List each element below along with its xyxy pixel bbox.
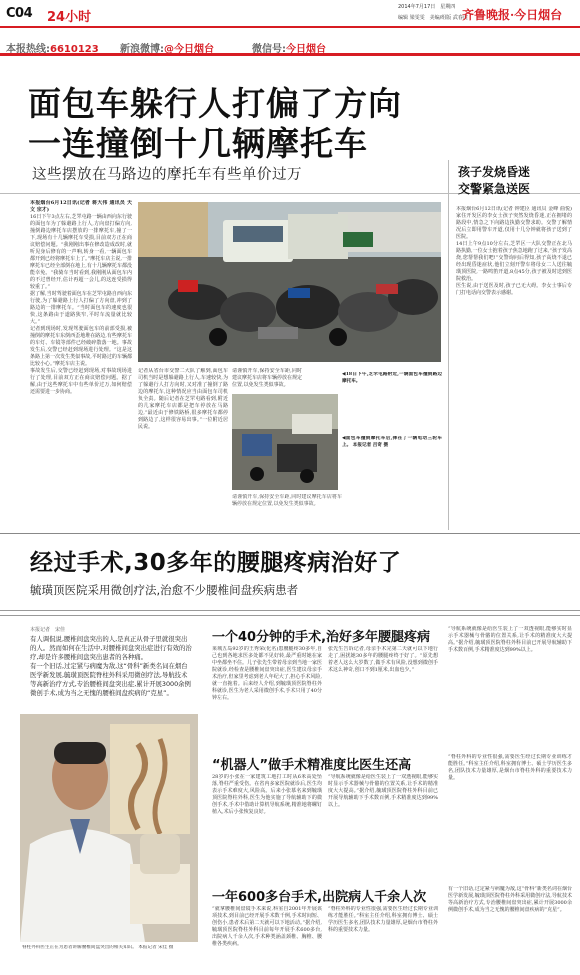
section-3-column-1: [212, 906, 322, 972]
wechat: [252, 40, 326, 55]
wechat-value: 今日烟台: [286, 44, 326, 55]
story2-intro-paragraph-1: 有人调侃说,腰椎间盘突出的人,是真正从骨子里就很突出的人。然而如何在生活中,对腰椎间盘突出症进行有效的治疗,却是许多腰椎间盘突出患者的各种痛。: [30, 635, 192, 661]
side-story-title-line-2: 交警紧急送医: [458, 182, 531, 196]
section-1-column-1: [212, 646, 322, 742]
story2-byline: 本报记者 宋佳: [30, 627, 66, 633]
story2-headline: 经过手术,30多年的腰腿疼病治好了: [30, 550, 402, 576]
side-story-paragraph-2: 14日上午9点10分左右,芝罘区一大队交警正在北马路执勤,一位女士抱着孩子焦急地跑了过来,“孩子发高烧,您帮帮我们吧!”交警询问后得知,孩子高烧不退已经出现昏迷症状,他们立刻开警车将母女二人送往毓璜顶医院,一路鸣笛开道,8点45分,孩子被及时送到医院救治。: [456, 241, 572, 282]
story1-paragraph-4: 事故发生后,交警已经赶到现场,对事故现场进行了处理,目前双方正在商议赔偿问题。据了解,由于这些摩托车中有些单价过万,如何赔偿还需要进一步协商。: [30, 368, 132, 395]
side-story-title-line-1: 孩子发烧昏迷: [458, 165, 531, 179]
under-inset-text: [232, 494, 342, 530]
section-name: 24小时: [47, 10, 92, 25]
motorcycles-photo: [232, 394, 338, 490]
section-1-title: 一个40分钟的手术,治好多年腰腿疼病: [212, 630, 431, 645]
masthead: [0, 0, 580, 28]
accident-photo: [138, 202, 441, 362]
issue-staff: 编辑 梁雯雯 美编/组版 武春虎: [398, 15, 468, 21]
headline-line-1: 面包车躲行人打偏了方向: [28, 84, 402, 123]
section-2-paragraph-2: “导航系统就像是给医生装上了一双透视眼,能够实时显示手术器械与骨骼的位置关系,让手术的精准度大大提高。”据介绍,毓璜顶医院脊柱外科目前已开展导航辅助下手术数百例,手术精准度达到99%以上。: [328, 774, 438, 808]
story1-column-2: [138, 368, 228, 530]
section-2-paragraph-3: “脊柱外科的专业性很强,需要医生经过长期专业训练才能胜任。”科室主任介绍,科室拥有博士、硕士学历医生多名,团队技术力量雄厚,是烟台市脊柱外科的重要技术力量。: [448, 754, 572, 781]
section-1-paragraph-3: “导航系统就像是给医生装上了一双透视眼,能够实时显示手术器械与骨骼的位置关系,让手术的精准度大大提高。”据介绍,毓璜顶医院脊柱外科目前已开展导航辅助下手术数百例,手术精准度达到99%以上。: [448, 626, 572, 653]
story1-paragraph-6: 请谨慎开车,保持安全车距,同时建议摩托车店将车辆停放在规定位置,以免发生类似事故。: [232, 368, 302, 388]
section-2-paragraph-1: 28岁的小张在一家建筑工地打工时从6米高处坠落,脊柱严重受伤。在省内多家医院就诊后,医生均表示手术难度大,风险高。后来小张慕名来到毓璜顶医院脊柱外科,医生为他实施了导航辅助下的微创手术,手术中借助计算机导航系统,精准地将螺钉植入,术后小张恢复良好。: [212, 774, 322, 815]
section-divider: [0, 533, 580, 534]
section-3-title: 一年600多台手术,出院病人千余人次: [212, 890, 427, 905]
issue-date: 2014年7月17日 星期四: [398, 4, 456, 10]
subheadline: 这些摆放在马路边的摩托车有些单价过万: [32, 167, 302, 183]
story1-paragraph-3: 记者到现场时,发现驾驶面包车的前部受损,被撞倒的摩托车东倒西歪地堆在路边,有些摩托车的车灯、车镜等部件已经破碎散落一地。事故发生后,交警已经赶到现场进行处理。“这是这条路上第一次发生类似事故,平时路过的车辆都比较小心。”摩托车店主说。: [30, 326, 132, 367]
photo-caption-2: ◀面包车撞倒摩托车后,摔在了一辆电动三轮车上。 本报记者 吕奇 摄: [342, 436, 442, 448]
photo-caption-1: ◀18日下午,芝罘屯路附近,一辆面包车撞倒路边摩托车。: [342, 372, 442, 384]
section-3-column-3: [448, 886, 572, 972]
story1-paragraph-5: 记者从省台市交警二大队了解到,面包车司机当时是想躲避路上行人,车速较快,为了躲避行人打方向时,又对准了撞倒了路边的摩托车,这种情况应当由面包车司机负全责。随后记者在芝罘屯路看到,附近的几家摩托车店都是把车停放在马路边,“最近由于修铁路桥,很多摩托车都停到路边了,这样很容易出事。”一位附近居民说。: [138, 368, 228, 430]
headline-line-2: 一连撞倒十几辆摩托车: [28, 124, 368, 163]
doctor-photo-caption: 脊柱外科医生正在为患者讲解腰椎间盘突出的相关知识。 本报记者 宋佳 摄: [22, 945, 174, 950]
story2-intro: [30, 626, 192, 726]
section-2-title: “机器人”做手术精准度比医生还高: [212, 758, 412, 773]
section-2-column-2: [328, 774, 438, 874]
side-story-body: [456, 206, 572, 530]
section-3-column-2: [328, 906, 438, 972]
story2-rule: [0, 610, 580, 616]
section-3-paragraph-2: “脊柱外科的专业性很强,需要医生经过长期专业训练才能胜任。”科室主任介绍,科室拥有博士、硕士学历医生多名,团队技术力量雄厚,是烟台市脊柱外科的重要技术力量。: [328, 906, 438, 933]
story1-column-1: [30, 200, 132, 530]
side-story-title: [458, 164, 530, 198]
section-1-paragraph-2: 张先生告诉记者,母亲手术完第二天就可以下地行走了,困扰她30多年的腰腿疼终于好了。“原先想着老人这么大岁数了,做手术有风险,没想到微创手术这么神奇,创口不到1厘米,出血也少。”: [328, 646, 438, 673]
newspaper-brand: 齐鲁晚报·今日烟台: [462, 8, 563, 22]
section-2-column-3: [448, 754, 572, 874]
section-2-column-1: [212, 774, 322, 874]
page-code: C04: [6, 6, 33, 21]
hotline-number: 6610123: [50, 44, 99, 55]
weibo-label: 新浪微博:: [120, 44, 164, 55]
section-3-paragraph-1: “就拿腰椎间盘镜手术来说,科室自2001年开展该项技术,到目前已经开展手术数千例,手术时间短、创伤小,患者术后第二天就可以下地活动。”据介绍,毓璜顶医院脊柱外科目前每年开展手术600多台,出院病人千余人次,手术种类涵盖颈椎、胸椎、腰椎各类疾病。: [212, 906, 322, 947]
accident-photo-illustration: [138, 202, 441, 362]
section-3-paragraph-3: 有一个旧话,过定紧与病魔为敌,这“骨科”新类名词在烟台医学新发展,毓璜顶医院脊柱外科采用微创疗法,导航技术等高新治疗方式,专治腰椎间盘突出症,累计开展3000余例微创手术,成为当之无愧的腰椎间盘疾病的“克星”。: [448, 886, 572, 913]
section-1-column-3: [448, 626, 572, 746]
hotline-bar: [0, 36, 580, 56]
wechat-label: 微信号:: [252, 44, 286, 55]
story1-note: 请谨慎开车,保持安全车距,同时建议摩托车店将车辆停放在规定位置,以免发生类似事故。: [232, 494, 342, 507]
column-divider: [448, 160, 449, 530]
side-story-paragraph-3: 医生说,由于送医及时,孩子已无大碍。李女士事后专门打电话向交警表示感谢。: [456, 283, 572, 296]
hotline: [6, 40, 99, 55]
story1-column-3: [232, 368, 302, 388]
story1-paragraph-2: 据了解,当时驾驶着面包车在芝罘屯路自西向东行驶,为了躲避路上行人打偏了方向盘,冲到了路边的一排摩托车。“当时面包车的速度也很快,这条路由于道路狭窄,平时车流量就比较大。”: [30, 291, 132, 325]
doctor-photo-illustration: [20, 714, 198, 942]
story1-paragraph-1: 16日下午3点左右,芝罘屯路一辆由西向东行驶的面包车为了躲避路上行人,方向盘打偏方向,撞倒路边摩托车店摆放的一排摩托车,撞了一下,现场有十几辆摩托车受损,目前双方正在商议赔偿问题。“我刚刚出事在修改造成改时,就听见身后修有的一声响,转身一看,一辆面包车都开到已经将摩托车上了。”摩托车店主说,一排摩托车已经全部倒在地上,有十几辆摩托车都没能幸免。“我骑车当时看到,我刚刚从面包车内的不过曾经开,估计再超一会儿,的这连受损得较重了。”: [30, 214, 132, 290]
motorcycles-photo-illustration: [232, 394, 338, 490]
weibo-value: @今日烟台: [164, 44, 214, 55]
story2-intro-paragraph-2: 有一个旧话,过定紧与病魔为敌,这“骨科”新类名词在烟台医学新发展,毓璜顶医院脊柱外科采用微创疗法,导航技术等高新治疗方式,专治腰椎间盘突出症,累计开展3000余例微创手术,成为当之无愧的腰椎间盘疾病的“克星”。: [30, 662, 191, 697]
side-story-paragraph-1: 本报烟台6月12日讯(记者 钟建臣 通讯员 金峰 曲悦)家住开发区的李女士孩子突然发烧昏迷,正在拥堵的路段中,情急之下向路边执勤交警求助。交警了解情况后立即用警车开道,仅用十几分钟就将孩子送到了医院。: [456, 206, 572, 240]
weibo: [120, 40, 214, 55]
section-1-paragraph-1: 莱城五岛92岁的王秀荣(化名)患腰腿疼30多年,自己也到各地求医多处都不见好转,最严重时她在家中坐都坐不住。儿子张先生带着母亲到当地一家医院就诊,经检查是腰椎间盘突出症,医生建议母亲手术治疗,但家里考虑到老人年纪大了,担心手术风险,就一直拖着。后来经人介绍,到毓璜顶医院脊柱外科就诊,医生为老人采用微创手术,手术只用了40分钟左右。: [212, 646, 322, 701]
byline: 本报烟台6月12日讯(记者 蒋大伟 通讯员 天文 宗才): [30, 200, 132, 213]
story2-subheadline: 毓璜顶医院采用微创疗法,治愈不少腰椎间盘疾病患者: [30, 583, 299, 597]
doctor-photo: [20, 714, 198, 942]
section-1-column-2: [328, 646, 438, 742]
hotline-label: 本报热线:: [6, 44, 50, 55]
